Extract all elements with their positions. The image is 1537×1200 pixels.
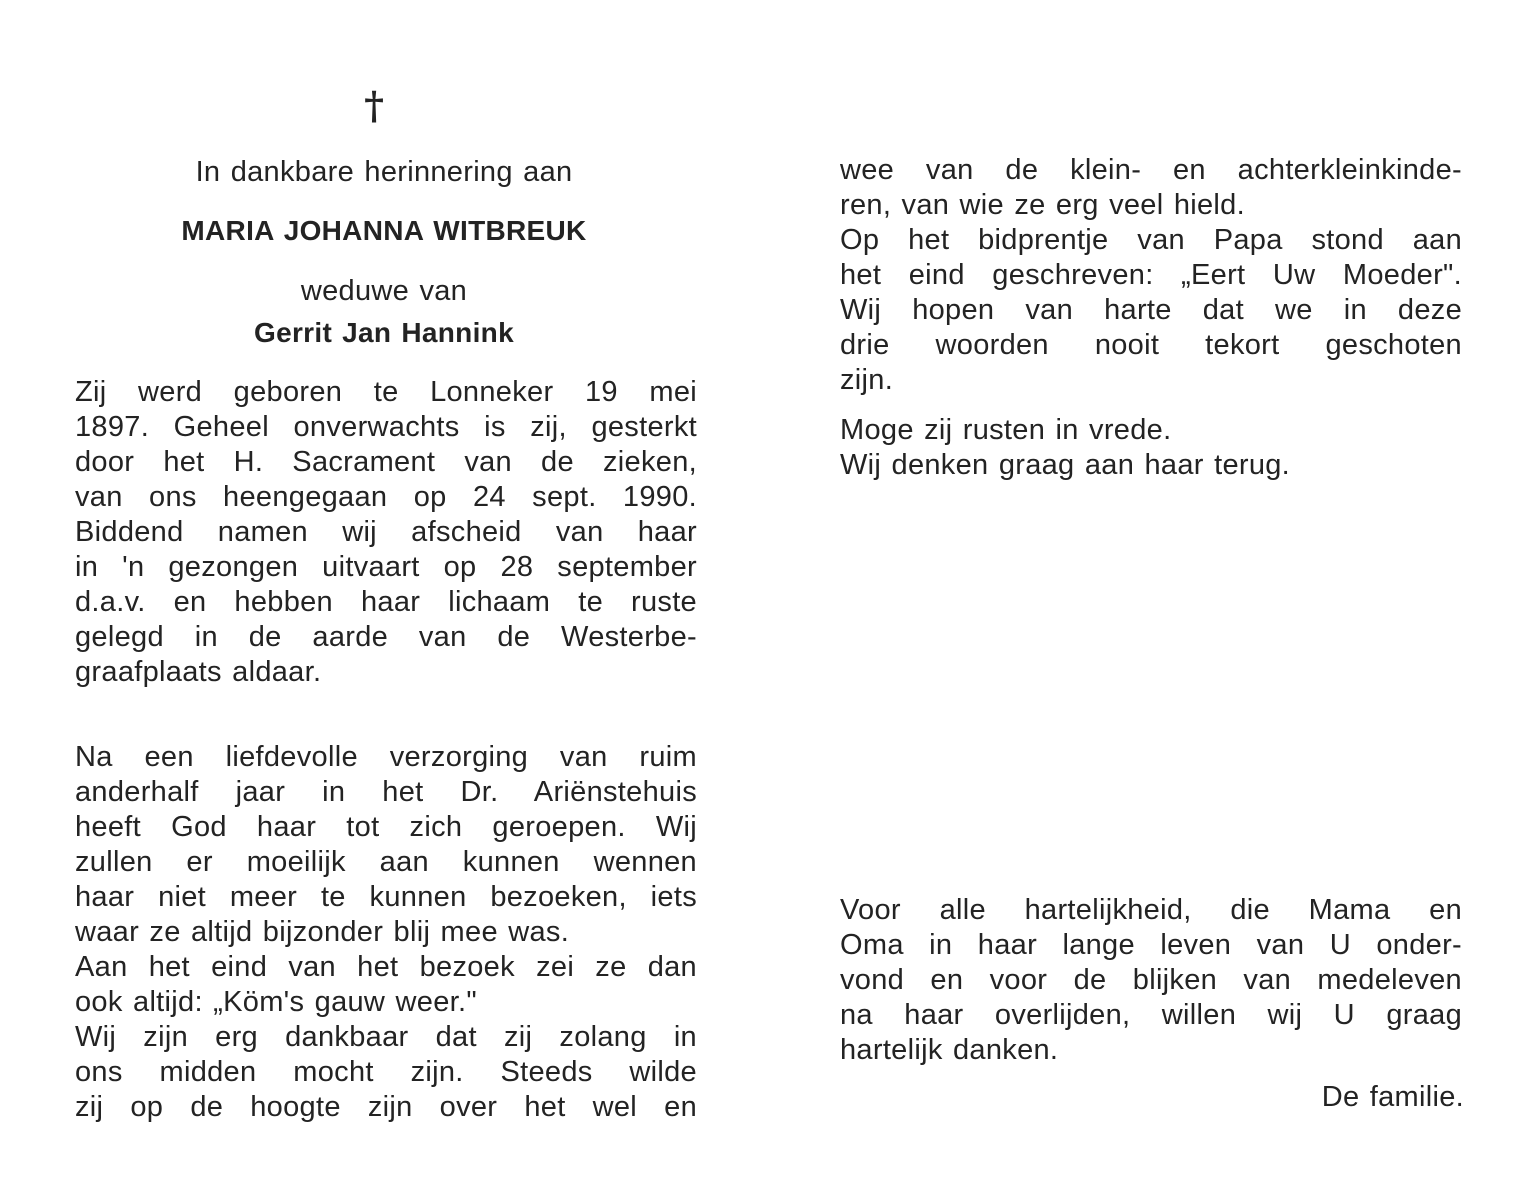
intro-line: In dankbare herinnering aan xyxy=(195,156,573,188)
left-p2-line: ook altijd: „Köm's gauw weer." xyxy=(75,986,477,1018)
left-p2-line: anderhalf jaar in het Dr. Ariënstehuis xyxy=(75,776,697,808)
right-p1-line: zijn. xyxy=(840,364,894,396)
right-p1-line: wee van de klein- en achterkleinkinde- xyxy=(840,154,1462,186)
left-p2-line: zullen er moeilijk aan kunnen wennen xyxy=(75,846,697,878)
cross-symbol: † xyxy=(364,83,384,128)
left-p1-line: door het H. Sacrament van de zieken, xyxy=(75,446,697,478)
left-p2-line: Wij zijn erg dankbaar dat zij zolang in xyxy=(75,1021,697,1053)
left-p2-line: waar ze altijd bijzonder blij mee was. xyxy=(75,916,570,948)
left-p2-line: ons midden mocht zijn. Steeds wilde xyxy=(75,1056,697,1088)
right-p3-line: Oma in haar lange leven van U onder- xyxy=(840,929,1462,961)
left-p1-line: Biddend namen wij afscheid van haar xyxy=(75,516,697,548)
left-p1-line: Zij werd geboren te Lonneker 19 mei xyxy=(75,376,697,408)
left-p2-line: zij op de hoogte zijn over het wel en xyxy=(75,1091,697,1123)
right-p1-line: het eind geschreven: „Eert Uw Moeder". xyxy=(840,259,1462,291)
deceased-name: MARIA JOHANNA WITBREUK xyxy=(181,215,587,246)
left-p1-line: 1897. Geheel onverwachts is zij, gesterkt xyxy=(75,411,697,443)
right-p3-line: hartelijk danken. xyxy=(840,1034,1059,1066)
right-p1-line: ren, van wie ze erg veel hield. xyxy=(840,189,1245,221)
husband-name: Gerrit Jan Hannink xyxy=(254,317,514,348)
right-p2-line: Wij denken graag aan haar terug. xyxy=(840,449,1291,481)
left-p2-line: Na een liefdevolle verzorging van ruim xyxy=(75,741,697,773)
left-p1-line: in 'n gezongen uitvaart op 28 september xyxy=(75,551,697,583)
left-p2-line: Aan het eind van het bezoek zei ze dan xyxy=(75,951,697,983)
left-p1-line: graafplaats aldaar. xyxy=(75,656,322,688)
right-p1-line: Wij hopen van harte dat we in deze xyxy=(840,294,1462,326)
left-p2-line: heeft God haar tot zich geroepen. Wij xyxy=(75,811,697,843)
left-p1-line: gelegd in de aarde van de Westerbe- xyxy=(75,621,697,653)
left-p1-line: van ons heengegaan op 24 sept. 1990. xyxy=(75,481,697,513)
left-p2-line: haar niet meer te kunnen bezoeken, iets xyxy=(75,881,697,913)
right-p1-line: Op het bidprentje van Papa stond aan xyxy=(840,224,1462,256)
left-p1-line: d.a.v. en hebben haar lichaam te ruste xyxy=(75,586,697,618)
right-p2-line: Moge zij rusten in vrede. xyxy=(840,414,1172,446)
right-p3-line: vond en voor de blijken van medeleven xyxy=(840,964,1462,996)
right-p1-line: drie woorden nooit tekort geschoten xyxy=(840,329,1462,361)
widow-of-line: weduwe van xyxy=(300,275,468,307)
signature: De familie. xyxy=(1321,1081,1464,1113)
right-p3-line: Voor alle hartelijkheid, die Mama en xyxy=(840,894,1462,926)
right-p3-line: na haar overlijden, willen wij U graag xyxy=(840,999,1462,1031)
